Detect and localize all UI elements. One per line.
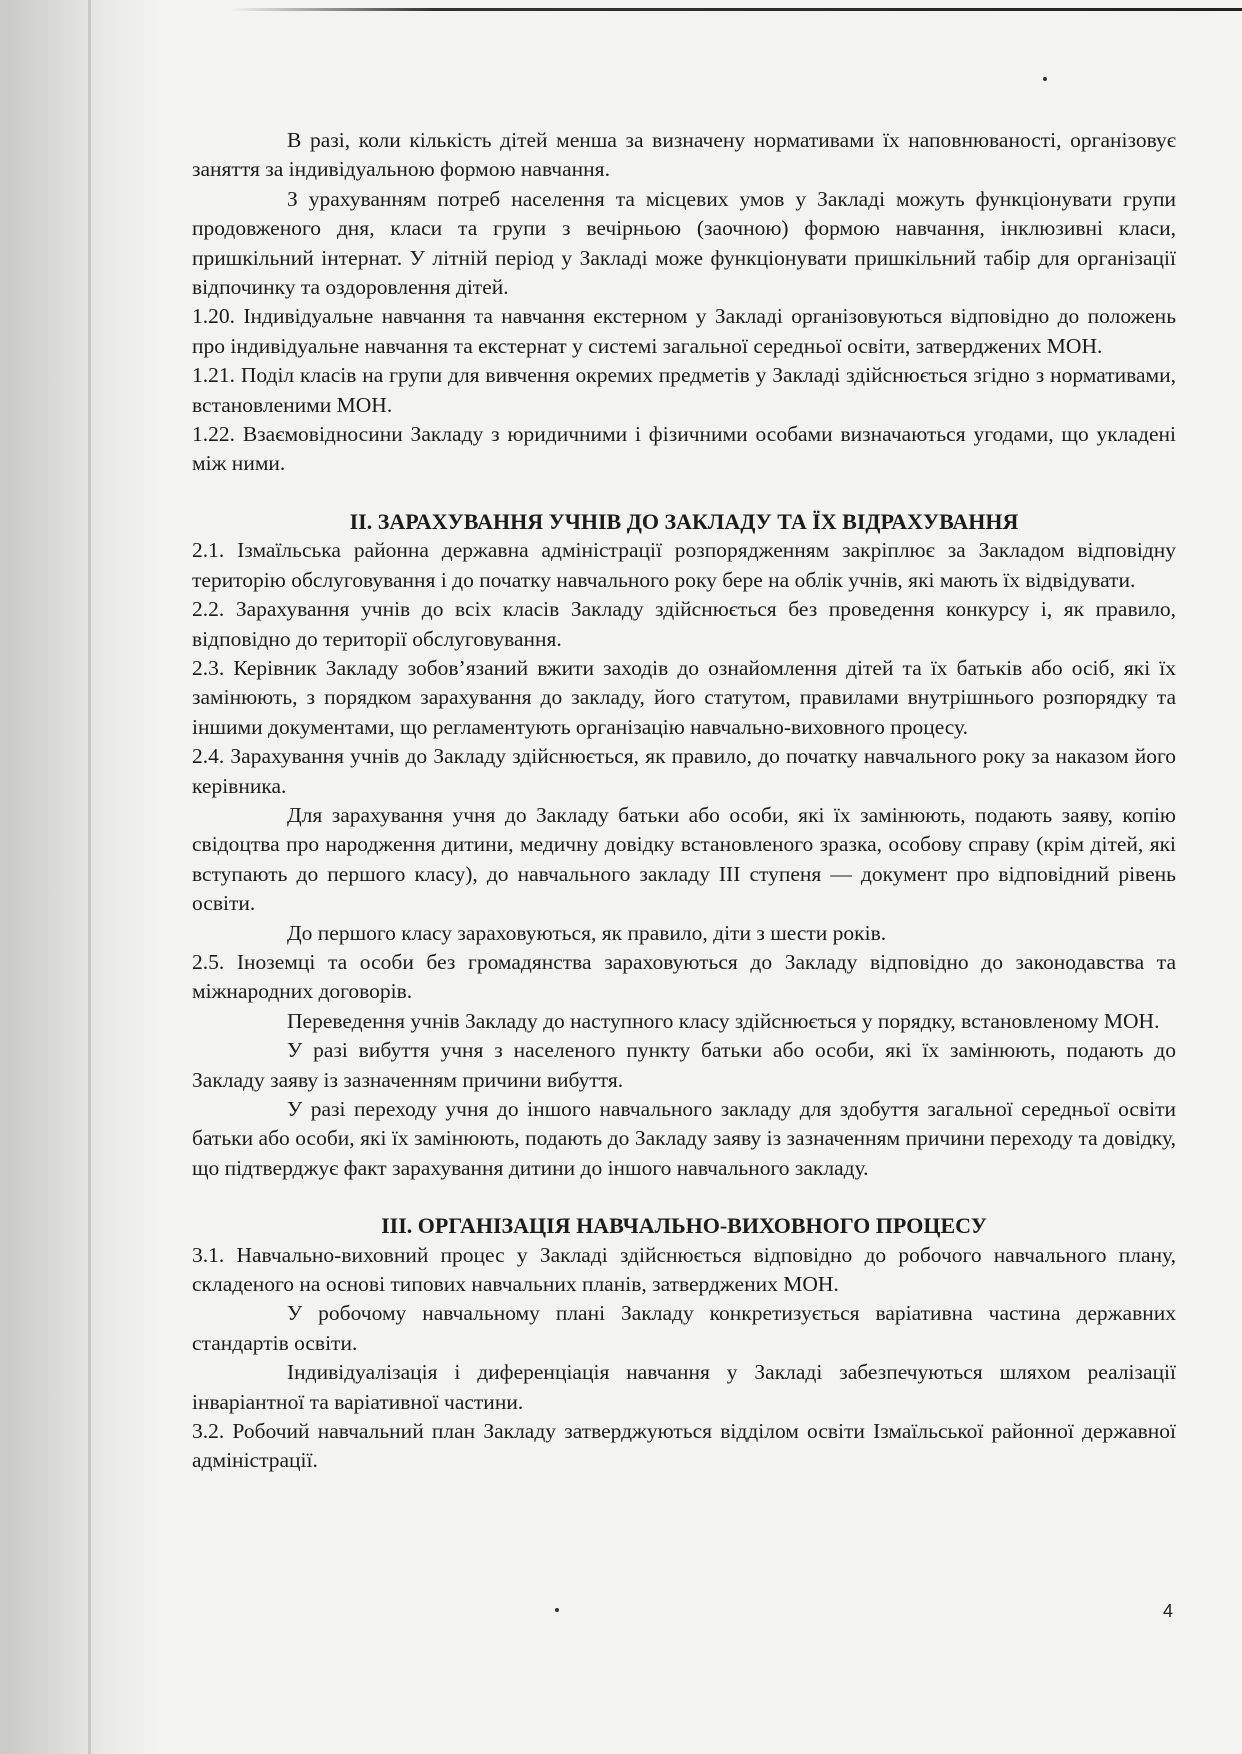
paragraph: У разі вибуття учня з населеного пункту батьки або особи, які їх замінюють, подають до Закладу заяву із зазначенням причини вибуття. xyxy=(192,1038,1176,1092)
scan-edge-shadow xyxy=(0,0,160,1754)
paragraph: У робочому навчальному плані Закладу конкретизується варіативна частина державних стандартів освіти. xyxy=(192,1301,1176,1355)
section-heading: ІІ. ЗАРАХУВАННЯ УЧНІВ ДО ЗАКЛАДУ ТА ЇХ ВІДРАХУВАННЯ xyxy=(349,508,1019,534)
paragraph: 2.2. Зарахування учнів до всіх класів Закладу здійснюється без проведення конкурсу і, як правило, відповідно до території обслуговування. xyxy=(192,597,1176,651)
paragraph: В разі, коли кількість дітей менша за визначену нормативами їх наповнюваності, організовує заняття за індивідуальною формою навчання. xyxy=(192,128,1176,182)
section-heading: ІІІ. ОРГАНІЗАЦІЯ НАВЧАЛЬНО-ВИХОВНОГО ПРОЦЕСУ xyxy=(381,1213,987,1239)
paragraph: Індивідуалізація і диференціація навчання у Закладі забезпечуються шляхом реалізації інваріантної та варіативної частини. xyxy=(192,1360,1176,1414)
paragraph: 3.2. Робочий навчальний план Закладу затверджуються відділом освіти Ізмаїльської районної державної адміністрації. xyxy=(192,1419,1176,1473)
document-page xyxy=(192,126,1176,1476)
paragraph: 2.3. Керівник Закладу зобов’язаний вжити заходів до ознайомлення дітей та їх батьків або осіб, які їх замінюють, з порядком зарахування до закладу, його статутом, правилами внутрішнього розпорядку та іншими документами, що регламентують організацію навчально-виховного процесу. xyxy=(192,655,1176,739)
paragraph: До першого класу зараховуються, як правило, діти з шести років. xyxy=(287,920,887,945)
scan-speck xyxy=(1043,77,1047,81)
scan-speck xyxy=(555,1608,559,1612)
paragraph: З урахуванням потреб населення та місцевих умов у Закладі можуть функціонувати групи продовженого дня, класи та групи з вечірньою (заочною) формою навчання, інклюзивні класи, пришкільний інтернат. У літній період у Закладі може функціонувати пришкільний табір для організації відпочинку та оздоровлення дітей. xyxy=(192,186,1176,300)
paragraph: 1.21. Поділ класів на групи для вивчення окремих предметів у Закладі здійснюється згідно з нормативами, встановленими МОН. xyxy=(192,363,1176,417)
paragraph: 1.20. Індивідуальне навчання та навчання екстерном у Закладі організовуються відповідно до положень про індивідуальне навчання та екстернат у системі загальної середньої освіти, затверджених МОН. xyxy=(192,304,1176,358)
paragraph: Переведення учнів Закладу до наступного класу здійснюється у порядку, встановленому МОН. xyxy=(287,1008,1160,1033)
paragraph: 2.4. Зарахування учнів до Закладу здійснюється, як правило, до початку навчального року за наказом його керівника. xyxy=(192,744,1176,798)
paragraph: У разі переходу учня до іншого навчального закладу для здобуття загальної середньої освіти батьки або особи, які їх замінюють, подають до Закладу заяву із зазначенням причини переходу та довідку, що підтверджує факт зарахування дитини до іншого навчального закладу. xyxy=(192,1097,1176,1180)
scan-edge-line xyxy=(88,0,91,1754)
paragraph: 3.1. Навчально-виховний процес у Закладі здійснюється відповідно до робочого навчального плану, складеного на основі типових навчальних планів, затверджених МОН. xyxy=(192,1242,1176,1297)
paragraph: 2.5. Іноземці та особи без громадянства зараховуються до Закладу відповідно до законодавства та міжнародних договорів. xyxy=(192,949,1176,1004)
paragraph: Для зарахування учня до Закладу батьки або особи, які їх замінюють, подають заяву, копію свідоцтва про народження дитини, медичну довідку встановленого зразка, особову справу (крім дітей, які вступають до першого класу), до навчального закладу ІІІ ступеня — документ про відповідний рівень освіти. xyxy=(192,802,1176,916)
scan-top-edge xyxy=(230,8,1242,11)
paragraph: 1.22. Взаємовідносини Закладу з юридичними і фізичними особами визначаються угодами, що укладені між ними. xyxy=(192,422,1176,476)
page-number: 4 xyxy=(1163,1601,1174,1621)
paragraph: 2.1. Ізмаїльська районна державна адміністрації розпорядженням закріплює за Закладом відповідну територію обслуговування і до початку навчального року бере на облік учнів, які мають їх відвідувати. xyxy=(192,538,1176,592)
